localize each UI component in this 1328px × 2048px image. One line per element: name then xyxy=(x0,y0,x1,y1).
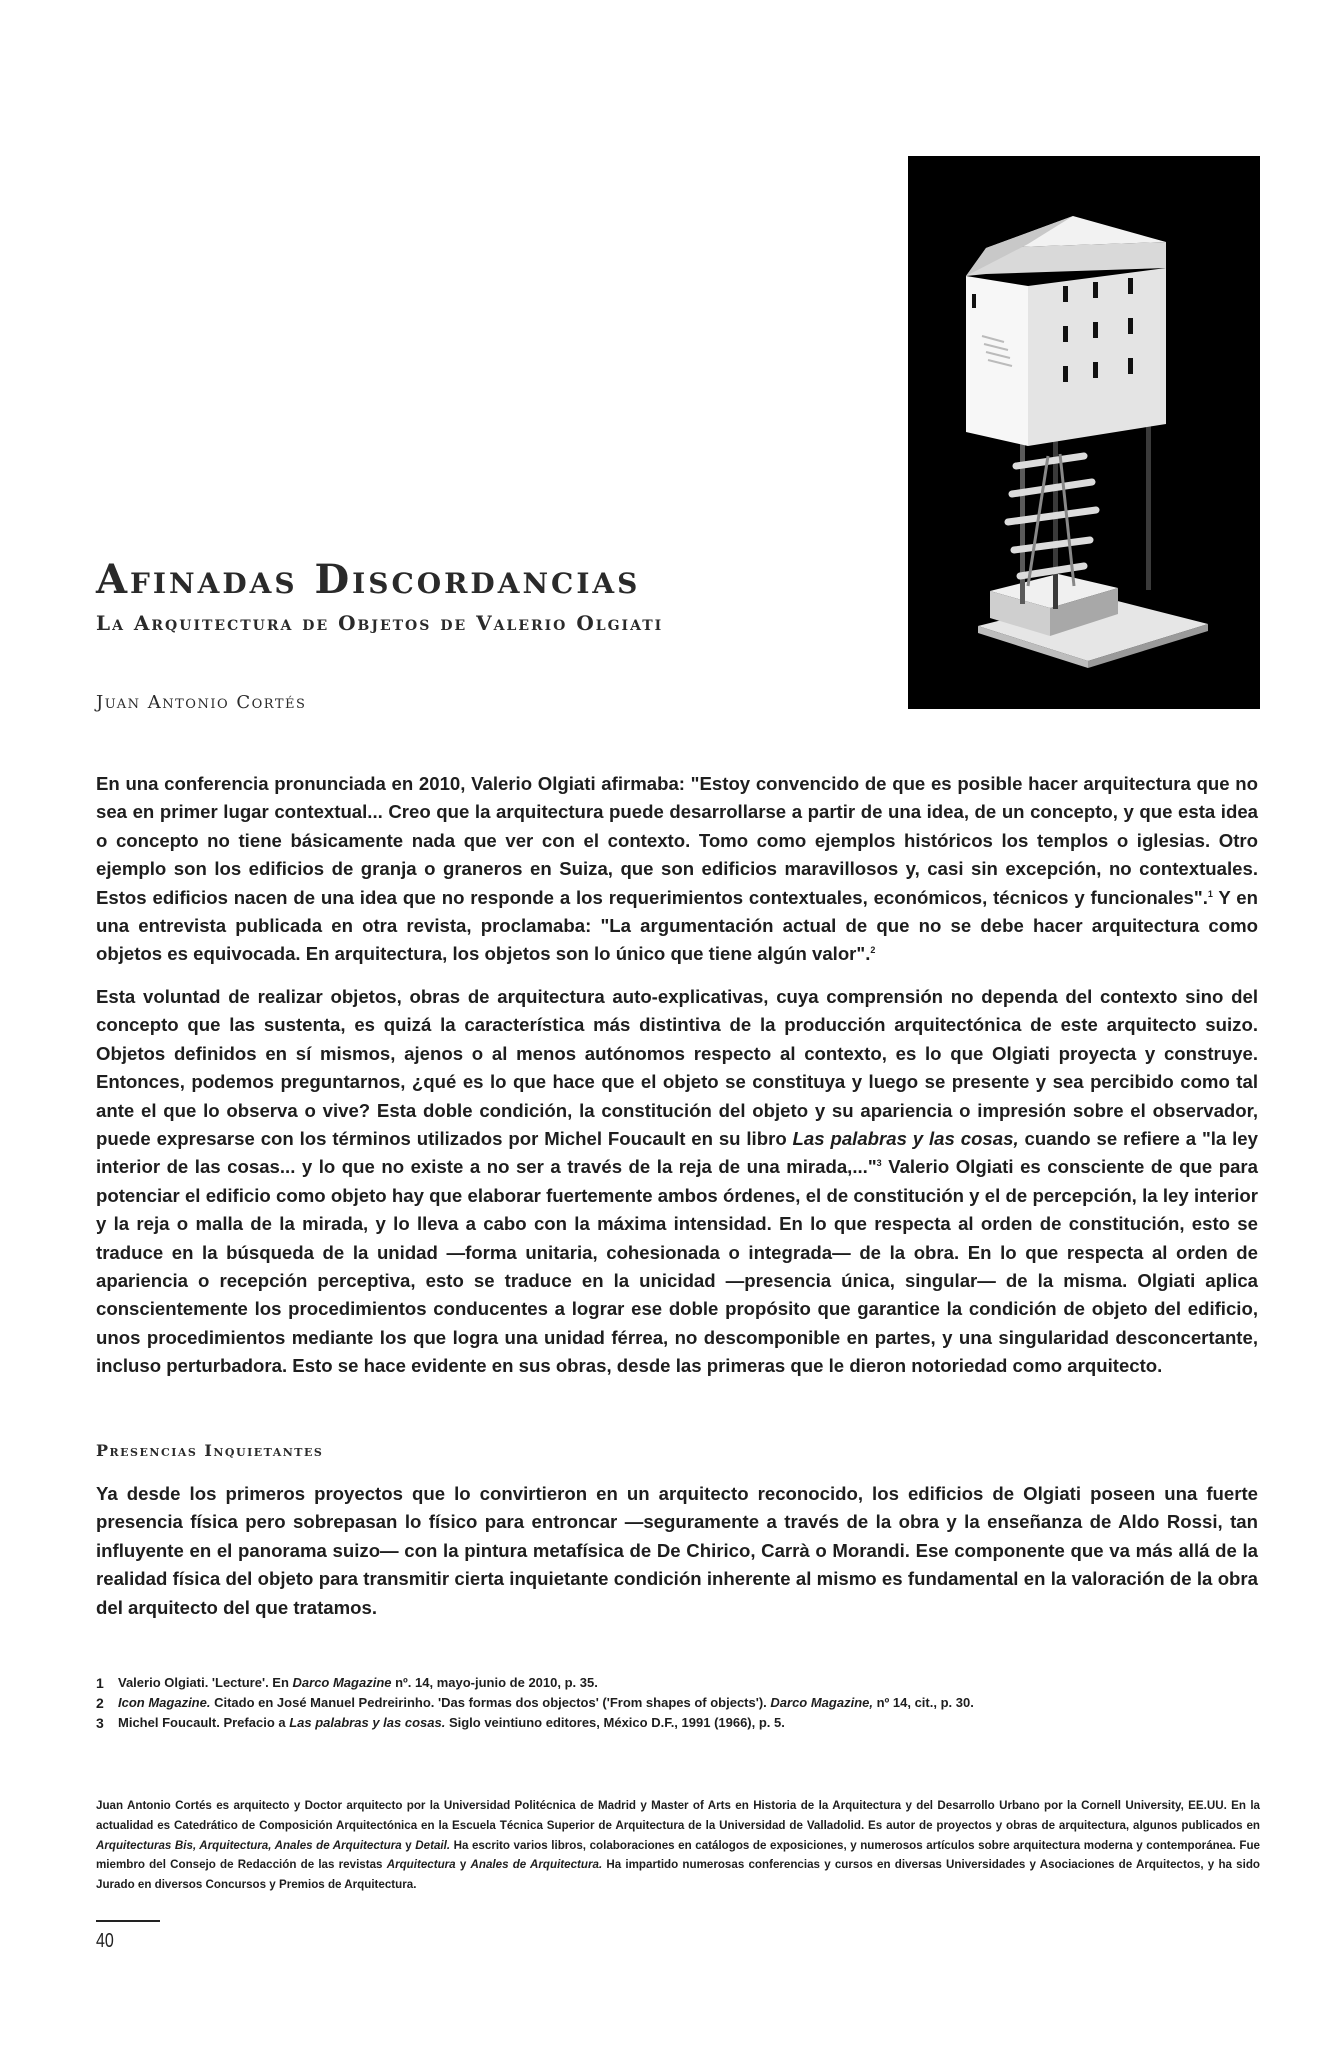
bio-italic: Arquitectura xyxy=(386,1858,456,1872)
footnote-ref: 2 xyxy=(870,945,876,956)
footnote-italic: Icon Magazine. xyxy=(118,1695,211,1710)
footnote-text: Citado en José Manuel Pedreirinho. 'Das formas dos objectos' ('From shapes of objects'). xyxy=(210,1695,771,1710)
footnote-text: Valerio Olgiati. 'Lecture'. En xyxy=(118,1675,293,1690)
footnote-number: 1 xyxy=(96,1675,104,1691)
author-bio xyxy=(96,1796,1260,1895)
footnote-text: Michel Foucault. Prefacio a xyxy=(118,1715,290,1730)
footnote-item xyxy=(96,1713,1258,1733)
bio-italic: Arquitecturas Bis, Arquitectura, Anales de Arquitectura xyxy=(96,1838,402,1852)
footnote-item xyxy=(96,1693,1258,1713)
book-title: Las palabras y las cosas, xyxy=(792,1128,1019,1150)
author-name: Juan Antonio Cortés xyxy=(96,692,307,713)
paragraph-intro xyxy=(96,770,1258,969)
tower-model-illustration xyxy=(908,156,1260,709)
paragraph-text: Ya desde los primeros proyectos que lo convirtieron en un arquitecto reconocido, los edificios de Olgiati poseen una fuerte presencia física pero sobrepasan lo físico para entroncar —seguramente a través de la obra y la enseñanza de Aldo Rossi, tan influyente en el panorama suizo— con la pintura metafísica de De Chirico, Carrà o Morandi. Ese componente que va más allá de la realidad física del objeto para transmitir cierta inquietante condición inherente al mismo es fundamental en la valoración de la obra del arquitecto del que tratamos. xyxy=(96,1483,1258,1618)
footnotes xyxy=(96,1673,1258,1733)
footnote-text: Siglo veintiuno editores, México D.F., 1991 (1966), p. 5. xyxy=(445,1715,785,1730)
footnote-text: nº. 14, mayo-junio de 2010, p. 35. xyxy=(391,1675,598,1690)
article-title: Afinadas Discordancias xyxy=(96,556,641,603)
bio-text: y xyxy=(401,1838,416,1852)
footnote-number: 3 xyxy=(96,1715,104,1731)
bio-italic: Detail. xyxy=(415,1838,451,1852)
paragraph-presences xyxy=(96,1480,1258,1622)
article-subtitle: La Arquitectura de Objetos de Valerio Olgiati xyxy=(96,611,664,635)
paragraph-text: Valerio Olgiati es consciente de que para potenciar el edificio como objeto hay que elaborar fuertemente ambos órdenes, el de constitución y el de percepción, la ley interior y la reja o malla de la mirada, y lo lleva a cabo con la máxima intensidad. En lo que respecta al orden de constitución, esto se traduce en la búsqueda de la unidad —forma unitaria, cohesionada o integrada— de la obra. En lo que respecta al orden de apariencia o recepción perceptiva, esto se traduce en la unicidad —presencia única, singular— de la misma. Olgiati aplica conscientemente los procedimientos conducentes a lograr ese doble propósito que garantice la condición de objeto del edificio, unos procedimientos mediante los que logra una unidad férrea, no descomponible en partes, y una singularidad desconcertante, incluso perturbadora. Esto se hace evidente en sus obras, desde las primeras que le dieron notoriedad como arquitecto. xyxy=(96,1156,1258,1377)
footnote-text: nº 14, cit., p. 30. xyxy=(872,1695,974,1710)
bio-text: y xyxy=(455,1858,471,1872)
footnote-italic: Darco Magazine xyxy=(292,1675,392,1690)
section-heading: Presencias Inquietantes xyxy=(96,1441,324,1460)
footnote-italic: Darco Magazine, xyxy=(770,1695,873,1710)
architecture-model-photo xyxy=(908,156,1260,709)
paragraph-text: En una conferencia pronunciada en 2010, Valerio Olgiati afirmaba: "Estoy convencido de que es posible hacer arquitectura que no sea en primer lugar contextual... Creo que la arquitectura puede desarrollarse a partir de una idea, de un concepto, y que esta idea o concepto no tiene básicamente nada que ver con el contexto. Tomo como ejemplos históricos los templos o iglesias. Otro ejemplo son los edificios de granja o graneros en Suiza, que son edificios maravillosos y, casi sin excepción, no contextuales. Estos edificios nacen de una idea que no responde a los requerimientos contextuales, económicos, técnicos y funcionales". xyxy=(96,773,1258,908)
bio-text: Ha impartido numerosas conferencias y cursos en diversas Universidades y Asociaciones de Arquitectos, y ha sido Jurado en diversos Concursos y Premios de Arquitectura. xyxy=(96,1858,1261,1892)
footnote-ref: 1 xyxy=(1207,888,1213,899)
footnote-ref: 3 xyxy=(876,1158,882,1169)
paragraph-text: cuando se refiere a "la ley interior de las cosas... y lo que no existe a no ser a través de la reja de una mirada,..." xyxy=(96,1128,1258,1178)
paragraph-text: Y en una entrevista publicada en otra revista, proclamaba: "La argumentación actual de que no se debe hacer arquitectura como objetos es equivocada. En arquitectura, los objetos son lo único que tiene algún valor". xyxy=(96,886,1258,965)
bio-text: Ha escrito varios libros, colaboraciones en catálogos de exposiciones, y numerosos artículos sobre arquitectura moderna y contemporánea. Fue miembro del Consejo de Redacción de las revistas xyxy=(96,1838,1260,1872)
paragraph-objects xyxy=(96,983,1258,1381)
footnote-item xyxy=(96,1673,1258,1693)
footnote-number: 2 xyxy=(96,1695,104,1711)
bio-text: Juan Antonio Cortés es arquitecto y Doctor arquitecto por la Universidad Politécnica de Madrid y Master of Arts en Historia de la Arquitectura y del Desarrollo Urbano por la Cornell University, EE.UU. En la actualidad es Catedrático de Composición Arquitectónica en la Escuela Técnica Superior de Arquitectura de la Universidad de Valladolid. Es autor de proyectos y obras de arquitectura, algunos publicados en xyxy=(96,1799,1260,1832)
paragraph-text: Esta voluntad de realizar objetos, obras de arquitectura auto-explicativas, cuya comprensión no dependa del contexto sino del concepto que las sustenta, es quizá la característica más distintiva de la producción arquitectónica de este arquitecto suizo. Objetos definidos en sí mismos, ajenos o al menos autónomos respecto al contexto, es lo que Olgiati proyecta y construye. Entonces, podemos preguntarnos, ¿qué es lo que hace que el objeto se constituya y luego se presente y sea percibido como tal ante el que lo observa o vive? Esta doble condición, la constitución del objeto y su apariencia o impresión sobre el observador, puede expresarse con los términos utilizados por Michel Foucault en su libro xyxy=(96,986,1258,1150)
footnote-italic: Las palabras y las cosas. xyxy=(289,1715,446,1730)
page-number: 40 xyxy=(96,1930,114,1952)
page-number-rule xyxy=(96,1920,160,1922)
bio-italic: Anales de Arquitectura. xyxy=(470,1858,603,1872)
